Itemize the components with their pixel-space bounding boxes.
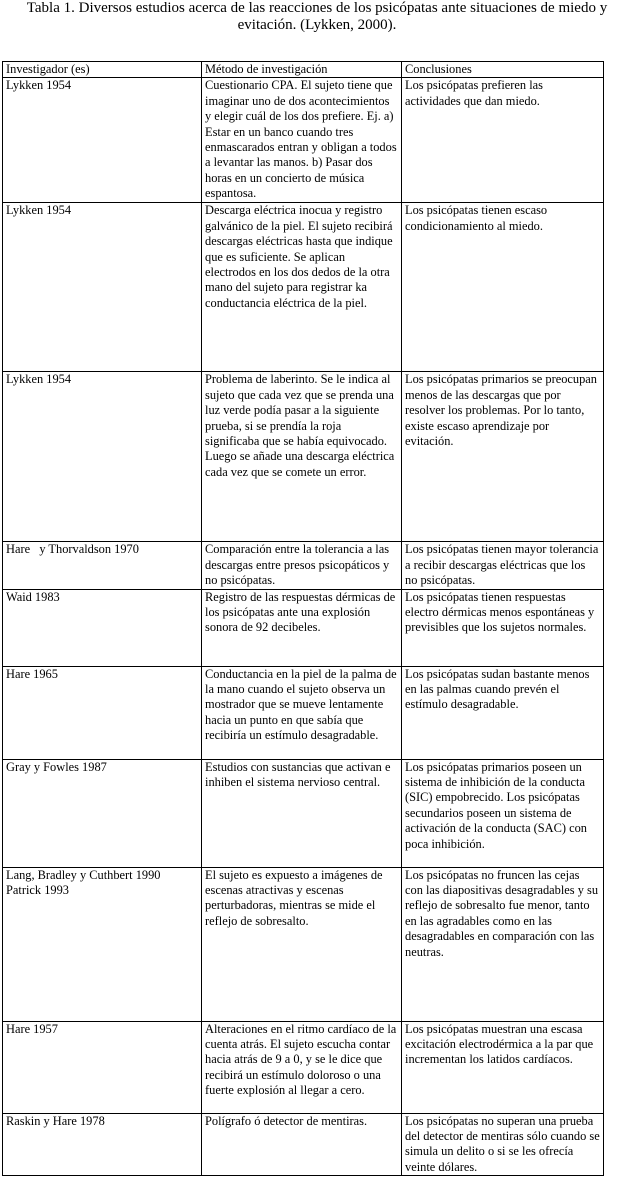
table-row: [3, 867, 604, 1021]
cell-metodo: Problema de laberinto. Se le indica al sujeto que cada vez que se prenda una luz verde podía pasar a la siguiente prueba, si se prendía la roja significaba que se había equivocado. Luego se añade una descarga eléctrica cada vez que se comete un error.: [202, 372, 402, 542]
cell-metodo: Polígrafo ó detector de mentiras.: [202, 1113, 402, 1176]
cell-investigador: Hare 1957: [3, 1021, 202, 1113]
cell-investigador: [3, 867, 202, 1021]
table-caption: [0, 0, 634, 34]
cell-conclusion: Los psicópatas prefieren las actividades que dan miedo.: [402, 78, 604, 203]
cell-investigador: Waid 1983: [3, 589, 202, 666]
caption-line-1: Tabla 1. Diversos estudios acerca de las reacciones de los psicópatas ante situaciones de miedo y: [26, 0, 608, 16]
cell-conclusion: Los psicópatas no fruncen las cejas con las diapositivas desagradables y su reflejo de sobresalto fue menor, tanto en las agradables como en las desagradables en comparación con las neutras.: [402, 867, 604, 1021]
cell-conclusion: Los psicópatas primarios se preocupan menos de las descargas que por resolver los problemas. Por lo tanto, existe escaso aprendizaje por evitación.: [402, 372, 604, 542]
cell-investigador: Hare y Thorvaldson 1970: [3, 542, 202, 589]
table-row: [3, 542, 604, 589]
table-row: [3, 372, 604, 542]
table-row: [3, 759, 604, 867]
cell-metodo: Registro de las respuestas dérmicas de los psicópatas ante una explosión sonora de 92 decibeles.: [202, 589, 402, 666]
studies-table: [2, 61, 604, 1176]
cell-metodo: Descarga eléctrica inocua y registro galvánico de la piel. El sujeto recibirá descargas eléctricas hasta que indique que es suficiente. Se aplican electrodos en los dos dedos de la otra mano del sujeto para registrar ka conductancia eléctrica de la piel.: [202, 203, 402, 372]
cell-metodo: Alteraciones en el ritmo cardíaco de la cuenta atrás. El sujeto escucha contar hacia atrás de 9 a 0, y se le dice que recibirá un estímulo doloroso o una fuerte explosión al llegar a cero.: [202, 1021, 402, 1113]
cell-investigador-line-2: Patrick 1993: [6, 883, 69, 898]
header-conclusiones: Conclusiones: [402, 62, 604, 78]
cell-metodo: Cuestionario CPA. El sujeto tiene que imaginar uno de dos acontecimientos y elegir cuál de los dos prefiere. Ej. a) Estar en un banco cuando tres enmascarados entran y obligan a todos a levantar las manos. b) Pasar dos horas en un concierto de música espantosa.: [202, 78, 402, 203]
caption-line-2: evitación. (Lykken, 2000).: [237, 17, 397, 33]
cell-investigador: Lykken 1954: [3, 78, 202, 203]
cell-metodo: Comparación entre la tolerancia a las descargas entre presos psicopáticos y no psicópatas.: [202, 542, 402, 589]
cell-metodo: El sujeto es expuesto a imágenes de escenas atractivas y escenas perturbadoras, mientras se mide el reflejo de sobresalto.: [202, 867, 402, 1021]
cell-investigador: Lykken 1954: [3, 372, 202, 542]
cell-investigador: Gray y Fowles 1987: [3, 759, 202, 867]
table-row: [3, 589, 604, 666]
cell-conclusion: Los psicópatas tienen mayor tolerancia a recibir descargas eléctricas que los no psicópatas.: [402, 542, 604, 589]
cell-conclusion: Los psicópatas no superan una prueba del detector de mentiras sólo cuando se simula un delito o si se les ofrecía veinte dólares.: [402, 1113, 604, 1176]
table-row: [3, 203, 604, 372]
cell-conclusion: Los psicópatas muestran una escasa excitación electrodérmica a la par que incrementan los latidos cardíacos.: [402, 1021, 604, 1113]
table-row: [3, 78, 604, 203]
cell-conclusion: Los psicópatas tienen escaso condicionamiento al miedo.: [402, 203, 604, 372]
table-row: [3, 1113, 604, 1176]
cell-metodo: Conductancia en la piel de la palma de la mano cuando el sujeto observa un mostrador que se mueve lentamente hacia un punto en que sabía que recibiría un estímulo desagradable.: [202, 666, 402, 759]
cell-conclusion: Los psicópatas sudan bastante menos en las palmas cuando prevén el estímulo desagradable.: [402, 666, 604, 759]
cell-investigador: Raskin y Hare 1978: [3, 1113, 202, 1176]
table-row: [3, 1021, 604, 1113]
cell-metodo: Estudios con sustancias que activan e inhiben el sistema nervioso central.: [202, 759, 402, 867]
table-row: [3, 666, 604, 759]
table-header-row: [3, 62, 604, 78]
header-metodo: Método de investigación: [202, 62, 402, 78]
cell-conclusion: Los psicópatas primarios poseen un sistema de inhibición de la conducta (SIC) empobrecido. Los psicópatas secundarios poseen un sistema de activación de la conducta (SAC) con poca inhibición.: [402, 759, 604, 867]
header-investigador: Investigador (es): [3, 62, 202, 78]
cell-conclusion: Los psicópatas tienen respuestas electro dérmicas menos espontáneas y previsibles que los sujetos normales.: [402, 589, 604, 666]
cell-investigador-line-1: Lang, Bradley y Cuthbert 1990: [6, 867, 161, 882]
cell-investigador: Hare 1965: [3, 666, 202, 759]
cell-investigador: Lykken 1954: [3, 203, 202, 372]
